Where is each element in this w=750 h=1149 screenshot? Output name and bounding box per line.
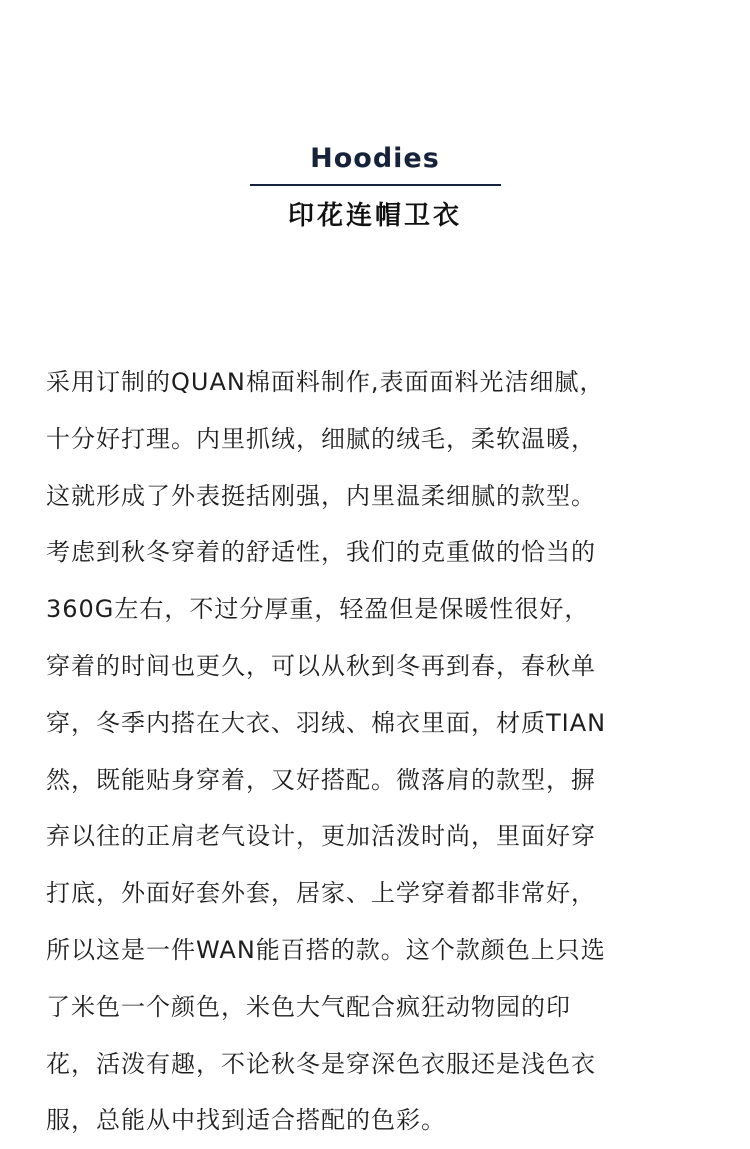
paragraph-line: 考虑到秋冬穿着的舒适性，我们的克重做的恰当的 (46, 538, 596, 567)
heading-english: Hoodies (310, 143, 440, 174)
paragraph-line: 十分好打理。内里抓绒，细腻的绒毛，柔软温暖， (46, 424, 596, 453)
paragraph-line: 采用订制的QUAN棉面料制作,表面面料光洁细腻， (46, 368, 605, 396)
paragraph-line: 穿，冬季内搭在大衣、羽绒、棉衣里面，材质TIAN (46, 708, 607, 737)
paragraph-line: 打底，外面好套外套，居家、上学穿着都非常好， (46, 879, 596, 908)
paragraph-line: 然，既能贴身穿着，又好搭配。微落肩的款型，摒 (46, 765, 596, 794)
paragraph-line: 这就形成了外表挺括刚强，内里温柔细腻的款型。 (46, 481, 596, 510)
section-heading (0, 142, 750, 234)
paragraph-line: 了米色一个颜色，米色大气配合疯狂动物园的印 (46, 992, 571, 1021)
heading-divider (250, 184, 501, 186)
paragraph-line: 所以这是一件WAN能百搭的款。这个款颜色上只选 (46, 935, 606, 964)
paragraph-line: 花，活泼有趣，不论秋冬是穿深色衣服还是浅色衣 (46, 1049, 596, 1078)
heading-chinese: 印花连帽卫衣 (287, 201, 462, 231)
paragraph-line: 穿着的时间也更久，可以从秋到冬再到春，春秋单 (46, 651, 596, 680)
paragraph-line: 弃以往的正肩老气设计，更加活泼时尚，里面好穿 (46, 822, 596, 851)
paragraph-line: 360G左右，不过分厚重，轻盈但是保暖性很好， (46, 595, 590, 624)
description-paragraph (46, 354, 716, 1149)
paragraph-line: 服，总能从中找到适合搭配的色彩。 (46, 1106, 446, 1135)
